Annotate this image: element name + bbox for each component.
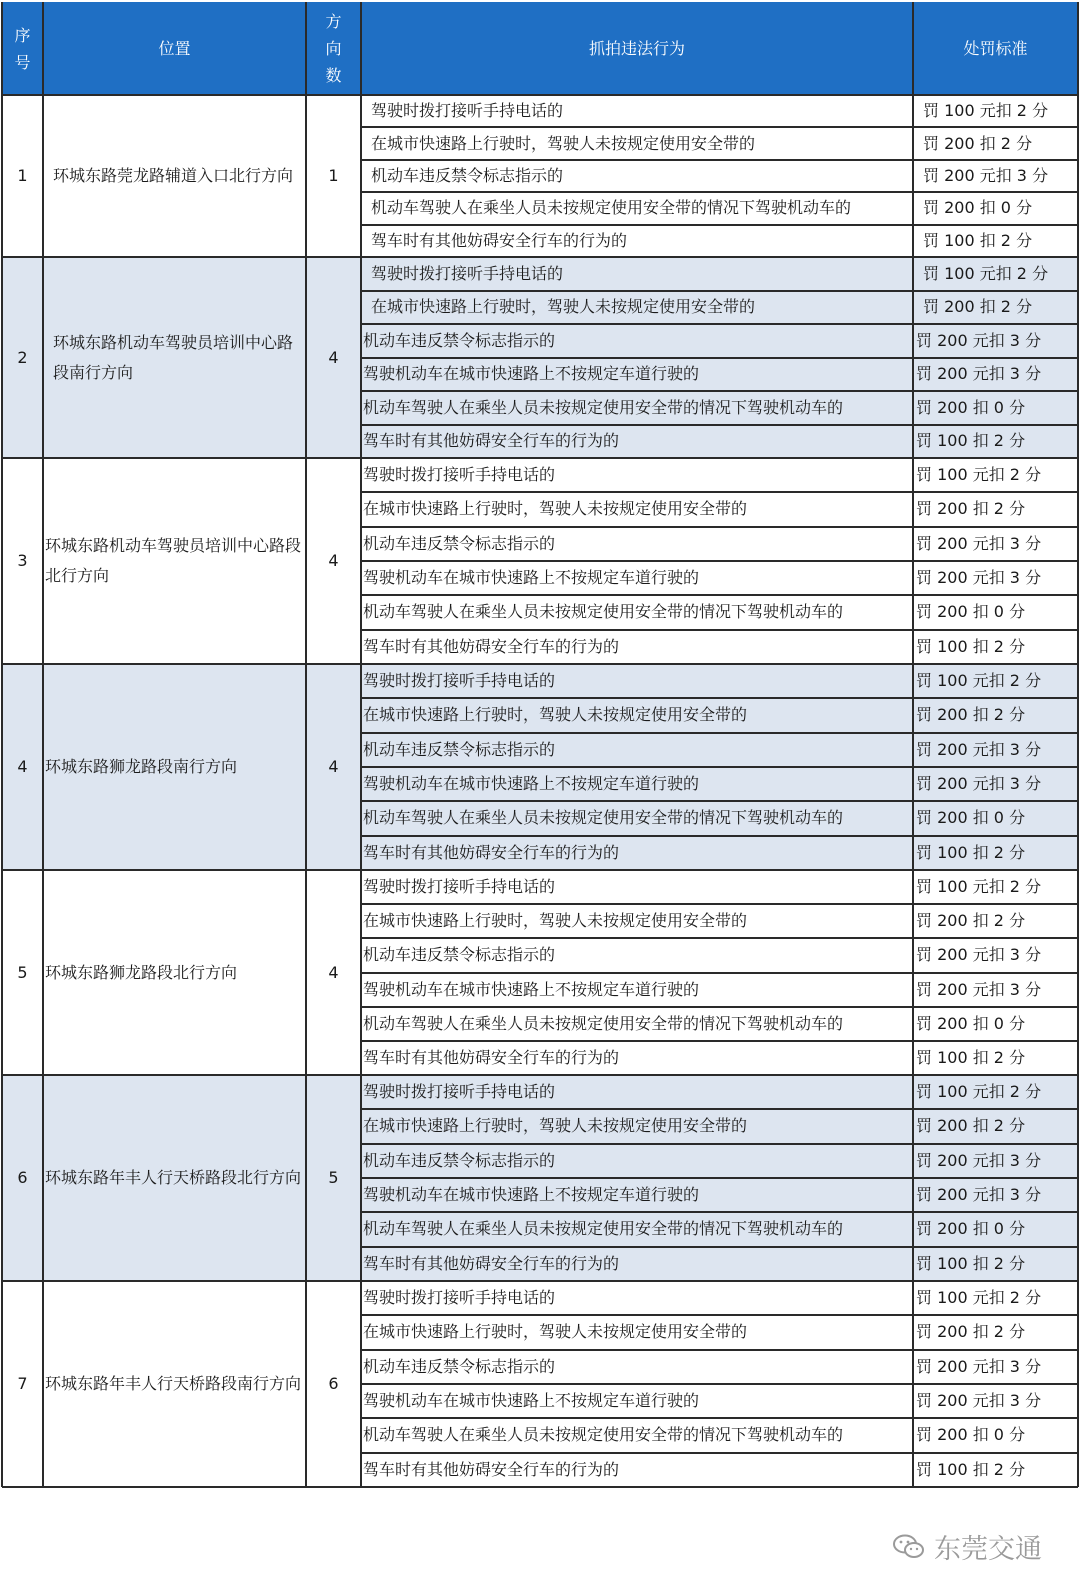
- violation-penalty: 罚 100 元扣 2 分: [923, 101, 1049, 121]
- row-rule: [361, 1006, 1078, 1008]
- violation-penalty: 罚 100 元扣 2 分: [916, 1288, 1042, 1308]
- row-rule: [361, 191, 1078, 193]
- violation-penalty: 罚 200 扣 0 分: [916, 1013, 1026, 1033]
- violation-penalty: 罚 200 元扣 3 分: [916, 979, 1042, 999]
- violation-behavior: 机动车违反禁令标志指示的: [363, 1150, 556, 1170]
- violation-behavior: 驾驶时拨打接听手持电话的: [371, 101, 564, 121]
- violation-behavior: 驾车时有其他妨碍安全行车的行为的: [363, 1459, 620, 1479]
- row-rule: [361, 1108, 1078, 1110]
- watermark: [892, 1527, 1042, 1566]
- violation-penalty: 罚 200 扣 0 分: [923, 198, 1033, 218]
- group-seq: 4: [17, 757, 28, 776]
- violation-behavior: 机动车驾驶人在乘坐人员未按规定使用安全带的情况下驾驶机动车的: [371, 198, 852, 218]
- violation-behavior: 驾驶时拨打接听手持电话的: [363, 1288, 556, 1308]
- header-seq: [2, 2, 43, 95]
- violation-penalty: 罚 200 扣 2 分: [916, 499, 1026, 519]
- violation-behavior: 机动车驾驶人在乘坐人员未按规定使用安全带的情况下驾驶机动车的: [363, 602, 844, 622]
- violation-behavior: 在城市快速路上行驶时，驾驶人未按规定使用安全带的: [363, 1322, 748, 1342]
- violation-penalty: 罚 200 扣 0 分: [916, 397, 1026, 417]
- violation-behavior: 驾车时有其他妨碍安全行车的行为的: [363, 431, 620, 451]
- row-rule: [361, 491, 1078, 493]
- row-rule: [361, 1452, 1078, 1454]
- group-seq: 6: [17, 1168, 28, 1187]
- group-direction-count: 4: [328, 551, 339, 570]
- row-rule: [361, 697, 1078, 699]
- header-char: 向: [325, 39, 342, 58]
- violation-behavior: 驾驶时拨打接听手持电话的: [363, 465, 556, 485]
- header-char: 号: [14, 52, 31, 72]
- row-rule: [361, 972, 1078, 974]
- group-seq: 3: [17, 551, 28, 570]
- row-rule: [361, 290, 1078, 292]
- violation-behavior: 驾驶机动车在城市快速路上不按规定车道行驶的: [363, 1391, 700, 1411]
- group-location: 环城东路莞龙路辅道入口北行方向: [53, 166, 294, 185]
- violation-penalty: 罚 200 扣 2 分: [916, 911, 1026, 931]
- violation-behavior: 驾驶时拨打接听手持电话的: [363, 671, 556, 691]
- violation-penalty: 罚 200 扣 0 分: [916, 808, 1026, 828]
- violation-behavior: 驾驶机动车在城市快速路上不按规定车道行驶的: [363, 774, 700, 794]
- violation-penalty: 罚 200 扣 0 分: [916, 1425, 1026, 1445]
- violation-penalty: 罚 100 扣 2 分: [916, 1459, 1026, 1479]
- violation-behavior: 驾驶机动车在城市快速路上不按规定车道行驶的: [363, 568, 700, 588]
- violation-behavior: 在城市快速路上行驶时，驾驶人未按规定使用安全带的: [363, 1116, 748, 1136]
- header-char: 数: [325, 66, 342, 85]
- group-seq: 5: [17, 962, 28, 982]
- violation-penalty: 罚 200 元扣 3 分: [916, 774, 1042, 794]
- header-direction-count: [306, 2, 361, 95]
- row-rule: [361, 835, 1078, 837]
- header-location: 位置: [158, 38, 191, 58]
- violation-behavior: 驾车时有其他妨碍安全行车的行为的: [363, 1047, 620, 1067]
- violation-penalty: 罚 200 扣 2 分: [923, 297, 1033, 317]
- header-char: 序: [14, 25, 31, 45]
- violation-penalty: 罚 100 扣 2 分: [916, 431, 1026, 451]
- violation-penalty: 罚 100 元扣 2 分: [916, 877, 1042, 897]
- row-rule: [361, 629, 1078, 631]
- group-seq: 1: [17, 166, 28, 185]
- violation-penalty: 罚 200 元扣 3 分: [916, 945, 1042, 965]
- violation-behavior: 在城市快速路上行驶时，驾驶人未按规定使用安全带的: [371, 297, 756, 317]
- violation-penalty: 罚 200 元扣 3 分: [916, 533, 1042, 553]
- row-rule: [361, 732, 1078, 734]
- group-direction-count: 1: [328, 166, 339, 185]
- violation-behavior: 机动车违反禁令标志指示的: [363, 330, 556, 350]
- group-seq: 2: [17, 347, 28, 367]
- header-penalty: 处罚标准: [963, 38, 1028, 58]
- violation-behavior: 驾驶机动车在城市快速路上不按规定车道行驶的: [363, 1185, 700, 1205]
- row-rule: [361, 800, 1078, 802]
- row-rule: [361, 357, 1078, 359]
- violation-behavior: 驾车时有其他妨碍安全行车的行为的: [363, 1253, 620, 1273]
- group-location: 环城东路机动车驾驶员培训中心路段南行方向: [53, 332, 294, 382]
- row-rule: [361, 526, 1078, 528]
- row-rule: [361, 1143, 1078, 1145]
- violation-penalty: 罚 100 扣 2 分: [916, 1253, 1026, 1273]
- row-rule: [361, 323, 1078, 325]
- violation-penalty: 罚 100 元扣 2 分: [916, 465, 1042, 485]
- group-direction-count: 4: [328, 757, 339, 776]
- group-location: 环城东路机动车驾驶员培训中心路段北行方向: [45, 536, 302, 585]
- row-rule: [361, 1417, 1078, 1419]
- row-rule: [361, 594, 1078, 596]
- violation-behavior: 驾驶机动车在城市快速路上不按规定车道行驶的: [363, 979, 700, 999]
- header-seq-text: [14, 22, 30, 76]
- violation-behavior: 驾车时有其他妨碍安全行车的行为的: [363, 636, 620, 656]
- row-rule: [361, 1040, 1078, 1042]
- row-rule: [361, 1246, 1078, 1248]
- violation-penalty: 罚 200 元扣 3 分: [916, 330, 1042, 350]
- violation-behavior: 机动车驾驶人在乘坐人员未按规定使用安全带的情况下驾驶机动车的: [363, 1013, 844, 1033]
- violation-penalty: 罚 200 扣 0 分: [916, 602, 1026, 622]
- violation-behavior: 机动车违反禁令标志指示的: [371, 165, 564, 185]
- violation-behavior: 驾驶时拨打接听手持电话的: [363, 1082, 556, 1102]
- row-rule: [361, 424, 1078, 426]
- group-direction-count: 6: [328, 1374, 339, 1393]
- violation-behavior: 在城市快速路上行驶时，驾驶人未按规定使用安全带的: [363, 499, 748, 519]
- violation-behavior: 在城市快速路上行驶时，驾驶人未按规定使用安全带的: [363, 911, 748, 931]
- violation-behavior: 驾驶时拨打接听手持电话的: [371, 263, 564, 283]
- header-behavior: 抓拍违法行为: [588, 38, 685, 58]
- row-rule: [361, 1383, 1078, 1385]
- row-rule: [361, 126, 1078, 128]
- violation-penalty: 罚 200 元扣 3 分: [916, 1185, 1042, 1205]
- violation-penalty: 罚 200 元扣 3 分: [923, 165, 1049, 185]
- group-location: 环城东路年丰人行天桥路段南行方向: [45, 1374, 302, 1393]
- violation-penalty: 罚 100 扣 2 分: [916, 842, 1026, 862]
- violation-behavior: 驾驶机动车在城市快速路上不按规定车道行驶的: [363, 364, 700, 384]
- violation-penalty: 罚 100 元扣 2 分: [916, 671, 1042, 691]
- row-rule: [361, 903, 1078, 905]
- violation-penalty: 罚 200 元扣 3 分: [916, 568, 1042, 588]
- watermark-text: 东莞交通: [934, 1534, 1042, 1565]
- violation-behavior: 在城市快速路上行驶时，驾驶人未按规定使用安全带的: [363, 705, 748, 725]
- violation-behavior: 在城市快速路上行驶时，驾驶人未按规定使用安全带的: [371, 133, 756, 153]
- violation-behavior: 机动车违反禁令标志指示的: [363, 945, 556, 965]
- group-location: 环城东路狮龙路段南行方向: [45, 757, 238, 776]
- header-direction-count-text: [325, 8, 341, 89]
- violation-penalty: 罚 100 扣 2 分: [916, 1047, 1026, 1067]
- violation-penalty: 罚 200 元扣 3 分: [916, 739, 1042, 759]
- violation-penalty: 罚 200 扣 0 分: [916, 1219, 1026, 1239]
- group-location: 环城东路年丰人行天桥路段北行方向: [45, 1168, 302, 1187]
- violation-penalty: 罚 100 元扣 2 分: [916, 1082, 1042, 1102]
- violation-behavior: 机动车违反禁令标志指示的: [363, 533, 556, 553]
- row-rule: [361, 1177, 1078, 1179]
- group-direction-count: 4: [328, 347, 339, 367]
- violation-behavior: 机动车驾驶人在乘坐人员未按规定使用安全带的情况下驾驶机动车的: [363, 808, 844, 828]
- row-rule: [361, 766, 1078, 768]
- row-rule: [361, 1314, 1078, 1316]
- violation-penalty: 罚 100 扣 2 分: [916, 636, 1026, 656]
- row-rule: [361, 390, 1078, 392]
- group-location: 环城东路狮龙路段北行方向: [45, 962, 238, 982]
- violation-penalty: 罚 100 扣 2 分: [923, 230, 1033, 250]
- group-direction-count: 5: [328, 1168, 339, 1187]
- violation-behavior: 机动车驾驶人在乘坐人员未按规定使用安全带的情况下驾驶机动车的: [363, 1219, 844, 1239]
- row-rule: [361, 159, 1078, 161]
- violation-penalty: 罚 200 扣 2 分: [916, 705, 1026, 725]
- violation-penalty: 罚 200 元扣 3 分: [916, 1356, 1042, 1376]
- group-seq: 7: [17, 1374, 28, 1393]
- row-rule: [361, 1211, 1078, 1213]
- row-rule: [361, 224, 1078, 226]
- violation-behavior: 机动车违反禁令标志指示的: [363, 1356, 556, 1376]
- header-char: 方: [325, 12, 342, 31]
- row-rule: [361, 560, 1078, 562]
- violation-behavior: 机动车驾驶人在乘坐人员未按规定使用安全带的情况下驾驶机动车的: [363, 1425, 844, 1445]
- violation-penalty: 罚 200 扣 2 分: [923, 133, 1033, 153]
- violation-penalty: 罚 100 元扣 2 分: [923, 263, 1049, 283]
- row-rule: [361, 1349, 1078, 1351]
- violation-behavior: 机动车违反禁令标志指示的: [363, 739, 556, 759]
- violation-behavior: 机动车驾驶人在乘坐人员未按规定使用安全带的情况下驾驶机动车的: [363, 397, 844, 417]
- violation-behavior: 驾车时有其他妨碍安全行车的行为的: [371, 230, 628, 250]
- group-direction-count: 4: [328, 962, 339, 982]
- wechat-icon: [892, 1533, 926, 1561]
- violation-penalty: 罚 200 元扣 3 分: [916, 364, 1042, 384]
- violation-penalty: 罚 200 元扣 3 分: [916, 1150, 1042, 1170]
- violation-behavior: 驾驶时拨打接听手持电话的: [363, 877, 556, 897]
- violation-penalty: 罚 200 扣 2 分: [916, 1116, 1026, 1136]
- violation-behavior: 驾车时有其他妨碍安全行车的行为的: [363, 842, 620, 862]
- violation-penalty: 罚 200 扣 2 分: [916, 1322, 1026, 1342]
- violation-penalty: 罚 200 元扣 3 分: [916, 1391, 1042, 1411]
- row-rule: [361, 937, 1078, 939]
